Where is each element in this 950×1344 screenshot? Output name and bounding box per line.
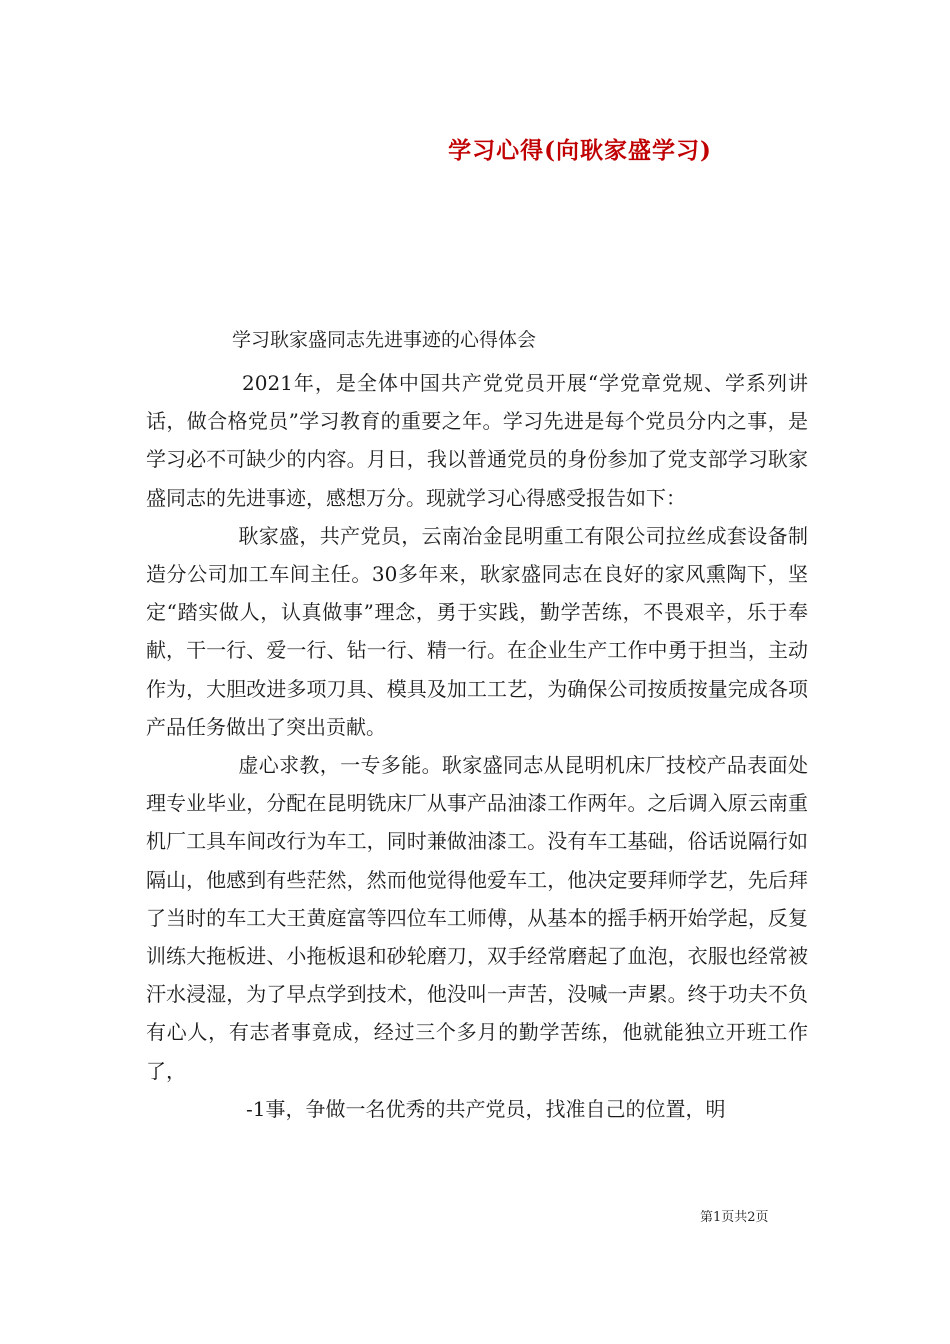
paragraph-text: 耿家盛，共产党员，云南冶金昆明重工有限公司拉丝成套设备制造分公司加工车间主任。30多年来，耿家盛同志在良好的家风熏陶下，坚定“踏实做人，认真做事”理念，勇于实践，勤学苦练，不畏艰辛，乐于奉献，干一行、爱一行、钻一行、精一行。在企业生产工作中勇于担当，主动作为，大胆改进多项刀具、模具及加工工艺，为确保公司按质按量完成各项产品任务做出了突出贡献。 [146,523,808,739]
paragraph-text: 虚心求教，一专多能。耿家盛同志从昆明机床厂技校产品表面处理专业毕业，分配在昆明铣床厂从事产品油漆工作两年。之后调入原云南重机厂工具车间改行为车工，同时兼做油漆工。没有车工基础，俗话说隔行如隔山，他感到有些茫然，然而他觉得他爱车工，他决定要拜师学艺，先后拜了当时的车工大王黄庭富等四位车工师傅，从基本的摇手柄开始学起，反复训练大拖板进、小拖板退和砂轮磨刀，双手经常磨起了血泡，衣服也经常被汗水浸湿，为了早点学到技术，他没叫一声苦，没喊一声累。终于功夫不负有心人，有志者事竟成，经过三个多月的勤学苦练，他就能独立开班工作了， [146,753,808,1083]
body-paragraph [146,1090,808,1128]
body-paragraph [146,364,808,517]
document-title: 学习心得(向耿家盛学习) [448,137,712,164]
page-number: 第1页共2页 [700,1210,769,1225]
body-paragraph [146,746,808,1090]
paragraph-text: 2021年，是全体中国共产党党员开展“学党章党规、学系列讲话，做合格党员”学习教育的重要之年。学习先进是每个党员分内之事，是学习必不可缺少的内容。月日，我以普通党员的身份参加了党支部学习耿家盛同志的先进事迹，感想万分。现就学习心得感受报告如下： [146,371,808,510]
body-paragraph [146,517,808,746]
document-subtitle: 学习耿家盛同志先进事迹的心得体会 [232,329,537,351]
document-body [146,364,808,1128]
paragraph-text: -1事，争做一名优秀的共产党员，找准自己的位置，明 [246,1096,726,1121]
